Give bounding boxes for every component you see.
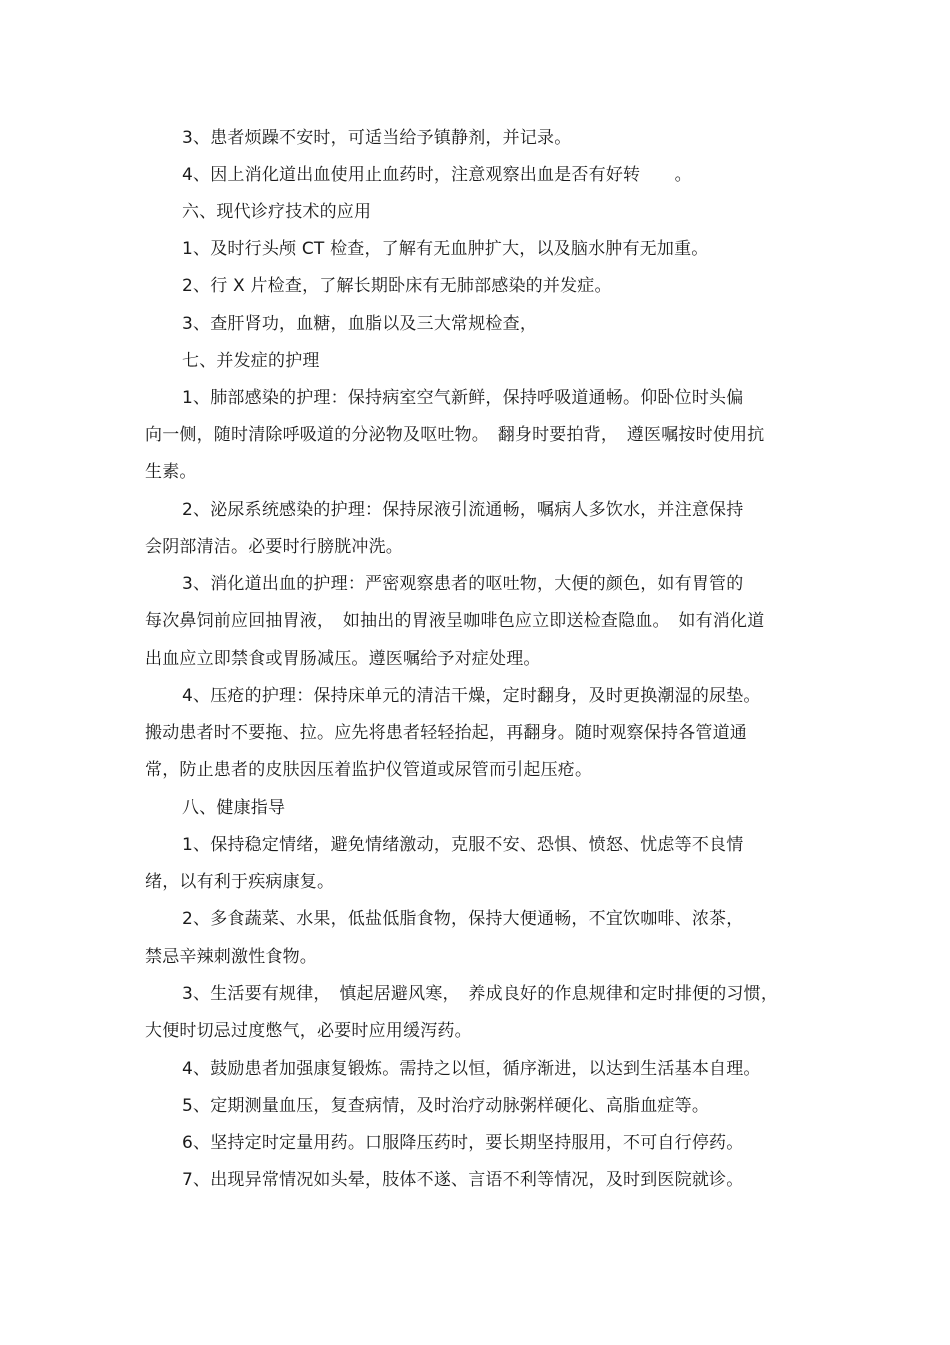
text-line: 4、压疮的护理：保持床单元的清洁干燥，定时翻身，及时更换潮湿的尿垫。 xyxy=(182,686,761,706)
section-heading: 八、健康指导 xyxy=(182,798,286,818)
text-line: 生素。 xyxy=(145,462,197,482)
text-line: 1、及时行头颅 CT 检查，了解有无血肿扩大，以及脑水肿有无加重。 xyxy=(182,239,709,259)
text-line: 6、坚持定时定量用药。口服降压药时，要长期坚持服用，不可自行停药。 xyxy=(182,1133,744,1153)
text-line: 5、定期测量血压，复查病情，及时治疗动脉粥样硬化、高脂血症等。 xyxy=(182,1096,710,1116)
text-line: 3、查肝肾功，血糖，血脂以及三大常规检查， xyxy=(182,314,538,334)
text-line: 3、生活要有规律， 慎起居避风寒， 养成良好的作息规律和定时排便的习惯， xyxy=(182,984,779,1004)
text-line: 4、因上消化道出血使用止血药时，注意观察出血是否有好转 。 xyxy=(182,165,692,185)
text-line: 出血应立即禁食或胃肠减压。遵医嘱给予对症处理。 xyxy=(145,649,541,669)
text-line: 大便时切忌过度憋气，必要时应用缓泻药。 xyxy=(145,1021,472,1041)
text-line: 1、肺部感染的护理：保持病室空气新鲜，保持呼吸道通畅。仰卧位时头偏 xyxy=(182,388,744,408)
text-line: 7、出现异常情况如头晕，肢体不遂、言语不利等情况，及时到医院就诊。 xyxy=(182,1170,744,1190)
text-line: 会阴部清洁。必要时行膀胱冲洗。 xyxy=(145,537,403,557)
text-line: 3、患者烦躁不安时，可适当给予镇静剂，并记录。 xyxy=(182,128,572,148)
section-heading: 七、并发症的护理 xyxy=(182,351,320,371)
text-line: 常，防止患者的皮肤因压着监护仪管道或尿管而引起压疮。 xyxy=(145,760,593,780)
text-line: 2、泌尿系统感染的护理：保持尿液引流通畅，嘱病人多饮水，并注意保持 xyxy=(182,500,744,520)
text-line: 2、多食蔬菜、水果，低盐低脂食物，保持大便通畅，不宜饮咖啡、浓茶， xyxy=(182,909,744,929)
text-line: 4、鼓励患者加强康复锻炼。需持之以恒，循序渐进，以达到生活基本自理。 xyxy=(182,1059,761,1079)
text-line: 向一侧，随时清除呼吸道的分泌物及呕吐物。 翻身时要拍背， 遵医嘱按时使用抗 xyxy=(145,425,765,445)
text-line: 1、保持稳定情绪，避免情绪激动，克服不安、恐惧、愤怒、忧虑等不良情 xyxy=(182,835,744,855)
text-line: 每次鼻饲前应回抽胃液， 如抽出的胃液呈咖啡色应立即送检查隐血。 如有消化道 xyxy=(145,611,765,631)
text-line: 搬动患者时不要拖、拉。应先将患者轻轻抬起，再翻身。随时观察保持各管道通 xyxy=(145,723,747,743)
text-line: 禁忌辛辣刺激性食物。 xyxy=(145,947,317,967)
text-line: 2、行 X 片检查，了解长期卧床有无肺部感染的并发症。 xyxy=(182,276,612,296)
text-line: 绪，以有利于疾病康复。 xyxy=(145,872,335,892)
section-heading: 六、现代诊疗技术的应用 xyxy=(182,202,372,222)
text-line: 3、消化道出血的护理：严密观察患者的呕吐物，大便的颜色，如有胃管的 xyxy=(182,574,744,594)
